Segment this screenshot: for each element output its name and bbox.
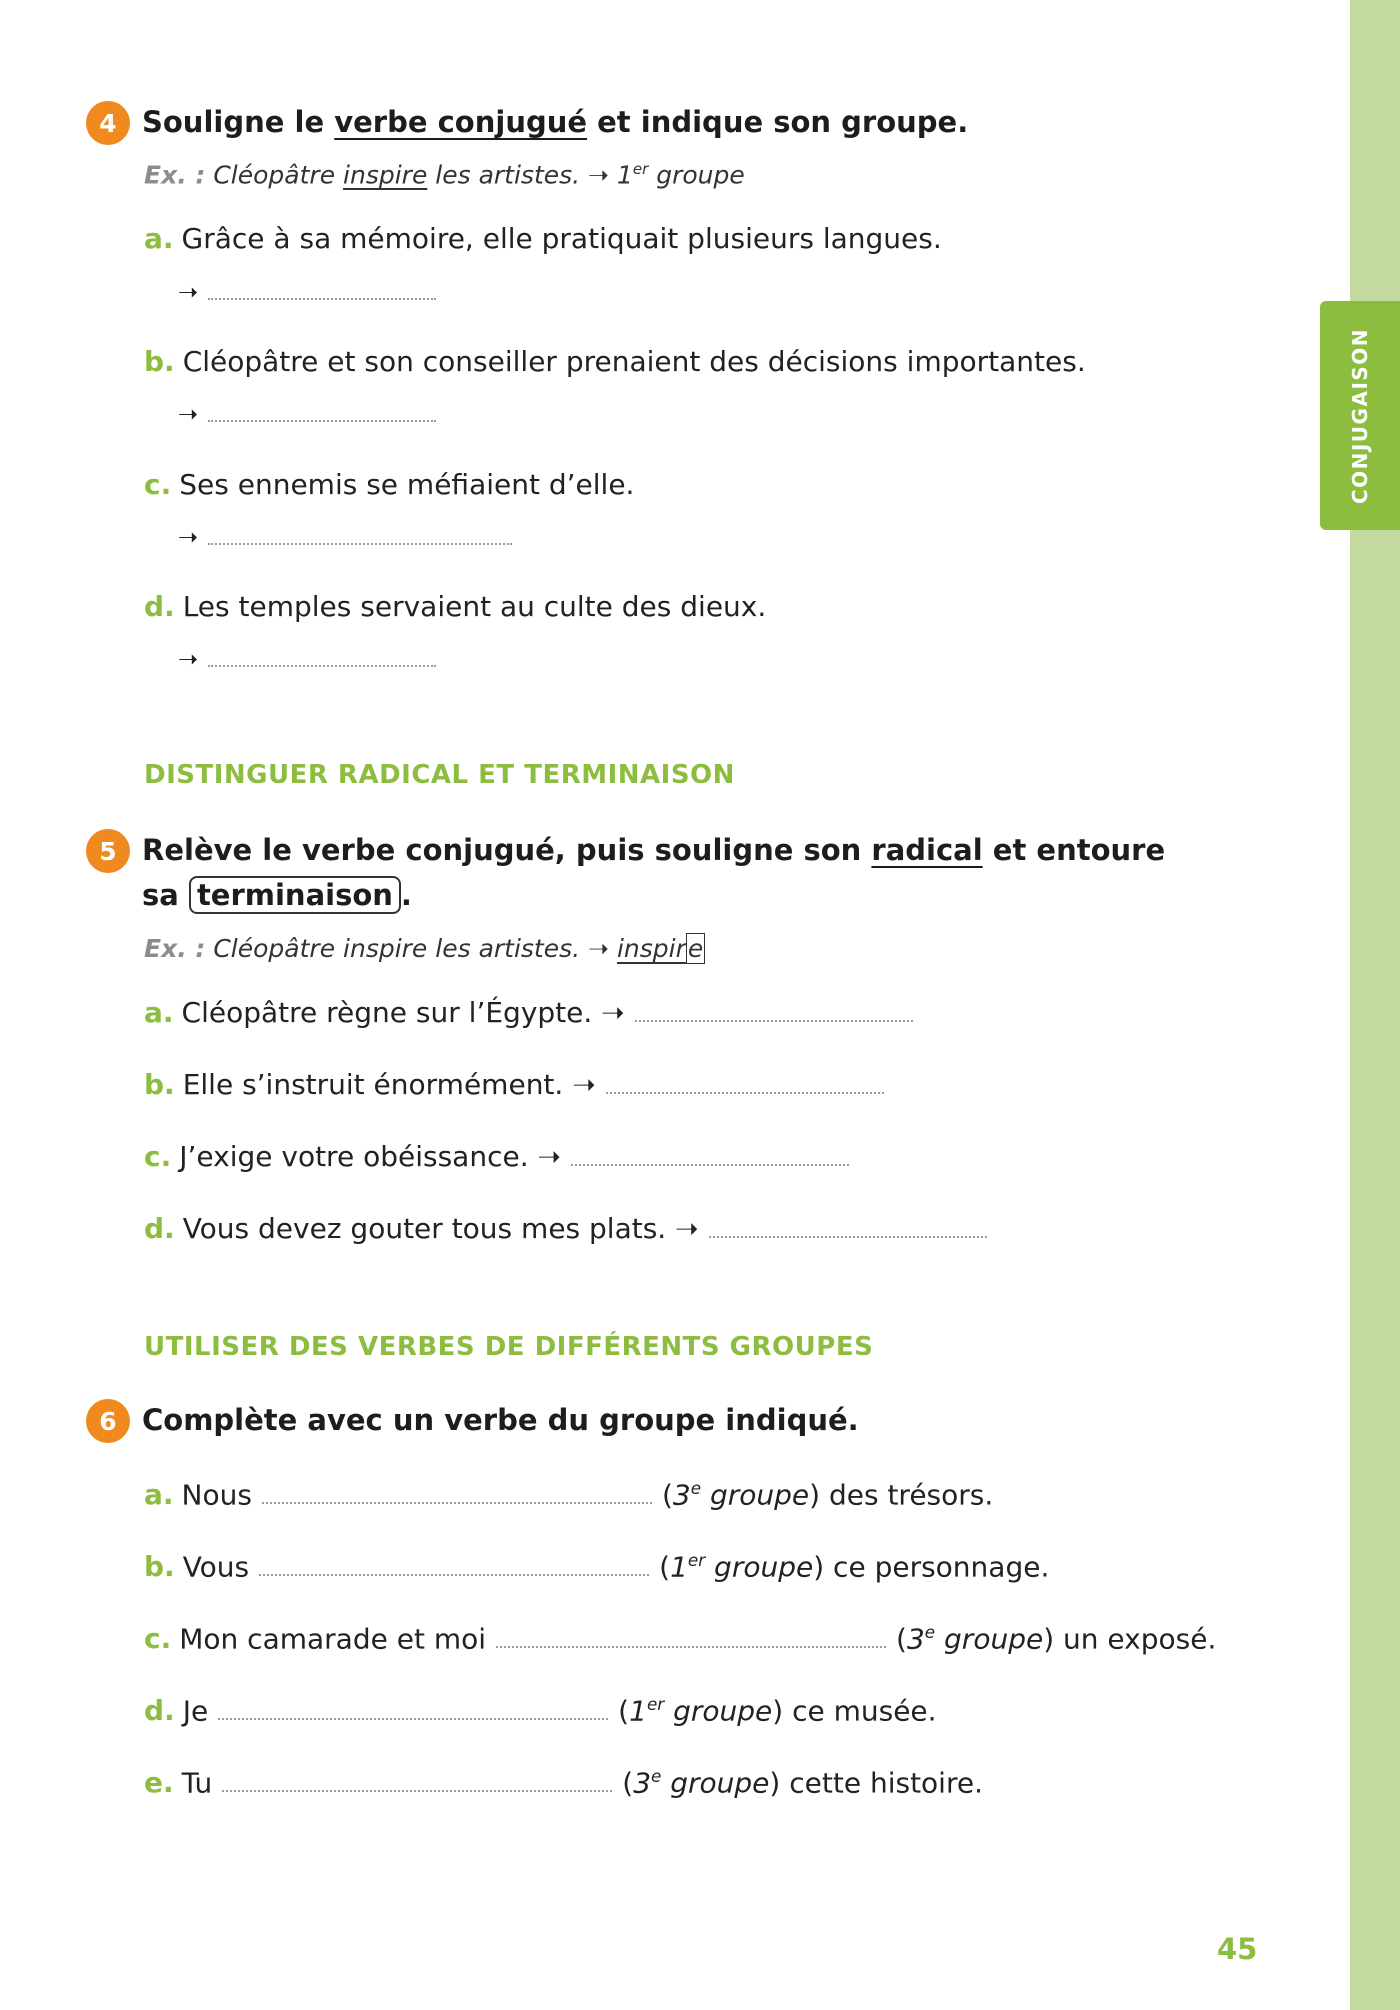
exercise-4-item-b: b. Cléopâtre et son conseiller prenaient des décisions importantes.: [144, 345, 1086, 378]
answer-line[interactable]: [218, 1700, 608, 1720]
exercise-6-item-e: e. Tu (3e groupe) cette histoire.: [144, 1766, 983, 1800]
page-number: 45: [1217, 1932, 1258, 1966]
exercise-4-item-d: d. Les temples servaient au culte des dieux.: [144, 590, 767, 623]
answer-line[interactable]: ➝: [178, 400, 436, 428]
exercise-4-item-c: c. Ses ennemis se méfiaient d’elle.: [144, 468, 635, 501]
answer-line[interactable]: [635, 1002, 913, 1022]
answer-line[interactable]: [496, 1628, 886, 1648]
answer-line[interactable]: ➝: [178, 645, 436, 673]
exercise-number-badge: 4: [86, 101, 130, 145]
exercise-4-heading: [86, 100, 968, 145]
exercise-4-example: Ex. : Cléopâtre inspire les artistes. ➝ 1er groupe: [144, 160, 745, 190]
answer-line[interactable]: [259, 1556, 649, 1576]
exercise-number-badge: 6: [86, 1399, 130, 1443]
section-heading: DISTINGUER RADICAL ET TERMINAISON: [144, 760, 735, 790]
answer-line[interactable]: ➝: [178, 523, 512, 551]
chapter-tab-label: CONJUGAISON: [1348, 327, 1372, 504]
exercise-6-heading: [86, 1398, 859, 1443]
exercise-6-item-d: d. Je (1er groupe) ce musée.: [144, 1694, 937, 1728]
exercise-5-item-c: c. J’exige votre obéissance. ➝: [144, 1140, 849, 1173]
answer-line[interactable]: [222, 1772, 612, 1792]
answer-line[interactable]: [709, 1218, 987, 1238]
exercise-6-item-a: a. Nous (3e groupe) des trésors.: [144, 1478, 994, 1512]
answer-line[interactable]: ➝: [178, 278, 436, 306]
exercise-5-item-d: d. Vous devez gouter tous mes plats. ➝: [144, 1212, 987, 1245]
exercise-5-item-a: a. Cléopâtre règne sur l’Égypte. ➝: [144, 996, 913, 1029]
answer-line[interactable]: [571, 1146, 849, 1166]
exercise-4-item-a: a. Grâce à sa mémoire, elle pratiquait plusieurs langues.: [144, 222, 942, 255]
exercise-instruction: Complète avec un verbe du groupe indiqué.: [142, 1403, 859, 1437]
exercise-5-example: Ex. : Cléopâtre inspire les artistes. ➝ inspire: [144, 934, 704, 963]
exercise-6-item-b: b. Vous (1er groupe) ce personnage.: [144, 1550, 1050, 1584]
exercise-6-item-c: c. Mon camarade et moi (3e groupe) un exposé.: [144, 1622, 1217, 1656]
exercise-5-item-b: b. Elle s’instruit énormément. ➝: [144, 1068, 884, 1101]
section-heading: UTILISER DES VERBES DE DIFFÉRENTS GROUPES: [144, 1332, 874, 1362]
exercise-instruction: Relève le verbe conjugué, puis souligne son radical et entoure sa terminaison .: [142, 833, 1166, 912]
answer-line[interactable]: [262, 1484, 652, 1504]
exercise-instruction: Souligne le verbe conjugué et indique son groupe.: [142, 105, 969, 139]
chapter-tab: [1320, 301, 1400, 530]
exercise-5-heading: [86, 828, 1165, 918]
exercise-number-badge: 5: [86, 829, 130, 873]
answer-line[interactable]: [606, 1074, 884, 1094]
